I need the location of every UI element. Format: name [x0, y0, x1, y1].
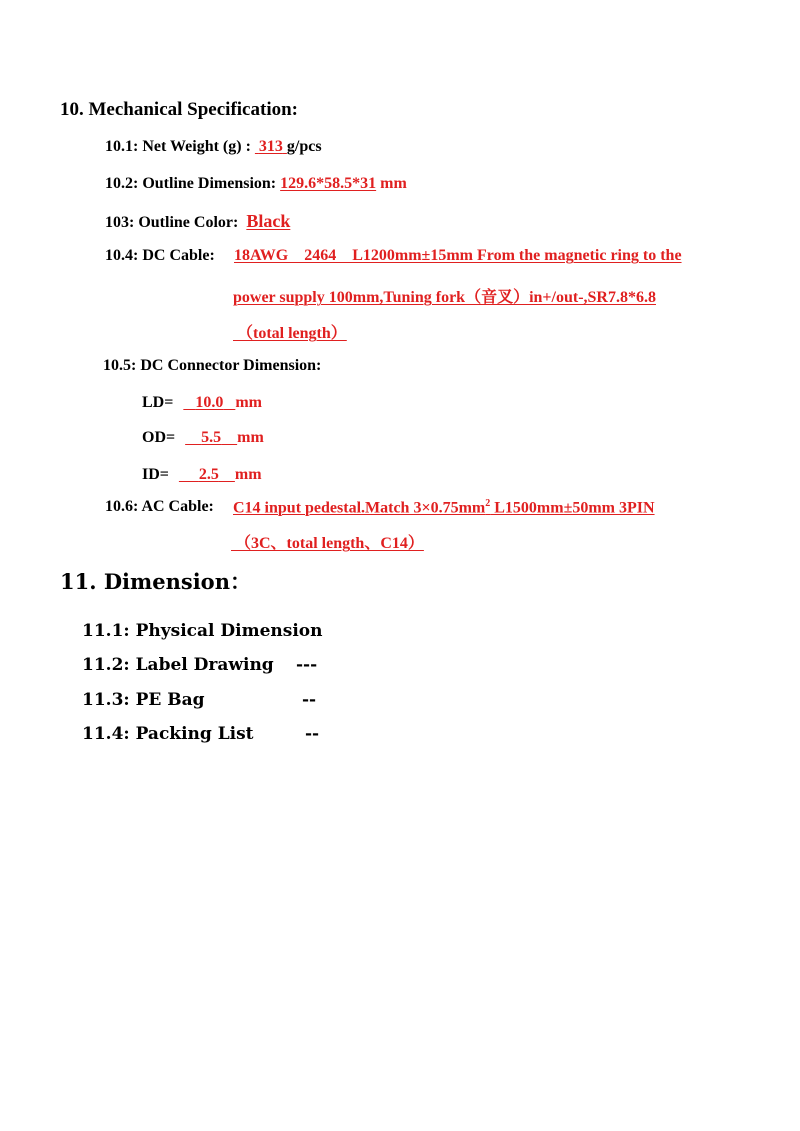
dimension-item-pe-bag — [82, 690, 205, 710]
net-weight-label: 10.1: Net Weight (g) : — [105, 138, 251, 155]
dc-cable-line-2: power supply 100mm,Tuning fork（音叉）in+/out-,SR7.8*6.8 — [233, 289, 656, 306]
ac-cable-line-2: （3C、total length、C14） — [231, 535, 424, 552]
dc-cable-line-1: 18AWG 2464 L1200mm±15mm From the magnetic ring to the — [234, 247, 682, 264]
dc-cable-line-3: （total length） — [233, 325, 347, 342]
section-11-heading: 11. Dimension： — [60, 569, 251, 594]
ld-row — [142, 394, 262, 412]
od-unit: mm — [237, 429, 264, 446]
id-row — [142, 466, 262, 484]
outline-color-row — [105, 211, 290, 232]
dimension-item-packing-list — [82, 724, 254, 744]
ac-cable-label: 10.6: AC Cable: — [105, 498, 214, 515]
od-row — [142, 429, 264, 447]
id-unit: mm — [234, 466, 262, 483]
outline-dimension-unit: mm — [380, 175, 407, 192]
dimension-item-label-drawing — [82, 655, 274, 675]
net-weight-row — [105, 138, 322, 156]
section-10-heading: 10. Mechanical Specification: — [60, 99, 298, 120]
id-label: ID= — [142, 466, 169, 483]
dimension-item-value: --- — [296, 655, 318, 675]
dimension-item-value: -- — [302, 690, 317, 710]
od-value: 5.5 — [201, 429, 222, 446]
net-weight-unit: g/pcs — [286, 138, 322, 155]
outline-dimension-row — [105, 175, 407, 193]
od-label: OD= — [142, 429, 176, 446]
outline-dimension-label: 10.2: Outline Dimension: — [105, 175, 277, 192]
outline-color-label: 103: Outline Color: — [105, 214, 239, 231]
dimension-item-physical — [82, 621, 322, 641]
dimension-item-label: 11.3: PE Bag — [82, 690, 205, 710]
dc-connector-label: 10.5: DC Connector Dimension: — [103, 357, 322, 374]
id-value: 2.5 — [198, 466, 219, 483]
ld-unit: mm — [235, 394, 262, 411]
outline-dimension-value: 129.6*58.5*31 — [280, 175, 377, 192]
net-weight-value: 313 — [258, 138, 283, 155]
dimension-item-label: 11.1: Physical Dimension — [82, 621, 323, 641]
dimension-item-label: 11.2: Label Drawing — [82, 655, 274, 675]
outline-color-value: Black — [246, 211, 291, 231]
ld-label: LD= — [142, 394, 174, 411]
dimension-item-value: -- — [305, 724, 320, 744]
dc-cable-label: 10.4: DC Cable: — [105, 247, 215, 264]
ac-cable-line-1: C14 input pedestal.Match $3\times 0.75mm^2$ L1500mm±50mm 3PIN — [233, 498, 655, 517]
dimension-item-label: 11.4: Packing List — [82, 724, 254, 744]
ld-value: 10.0 — [195, 394, 224, 411]
